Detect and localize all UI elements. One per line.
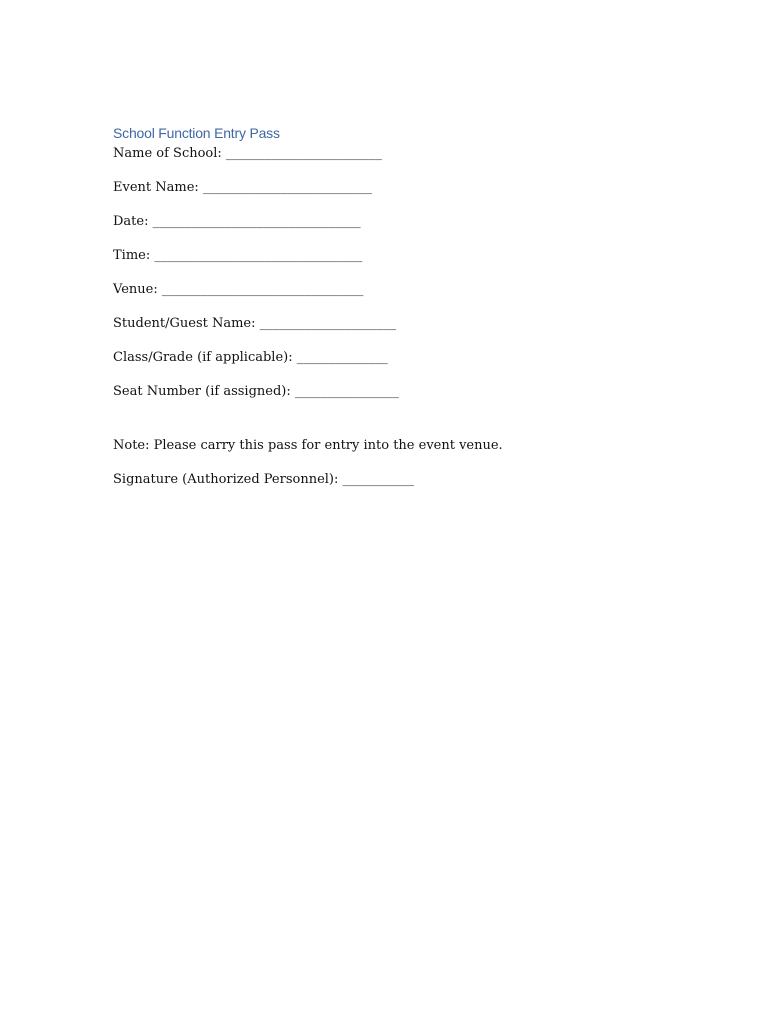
field-name-of-school: Name of School: ________________________	[113, 146, 382, 161]
field-date: Date: ________________________________	[113, 214, 361, 229]
field-event-name: Event Name: __________________________	[113, 180, 372, 195]
entry-note: Note: Please carry this pass for entry into the event venue.	[113, 438, 503, 453]
document-title: School Function Entry Pass	[113, 125, 280, 141]
field-venue: Venue: _______________________________	[113, 282, 364, 297]
field-student-guest-name: Student/Guest Name: _____________________	[113, 316, 397, 331]
field-seat-number: Seat Number (if assigned): ________________	[113, 384, 399, 399]
field-class-grade: Class/Grade (if applicable): ______________	[113, 350, 388, 365]
signature-line: Signature (Authorized Personnel): ___________	[113, 472, 415, 487]
field-time: Time: ________________________________	[113, 248, 363, 263]
document-content	[113, 123, 673, 489]
